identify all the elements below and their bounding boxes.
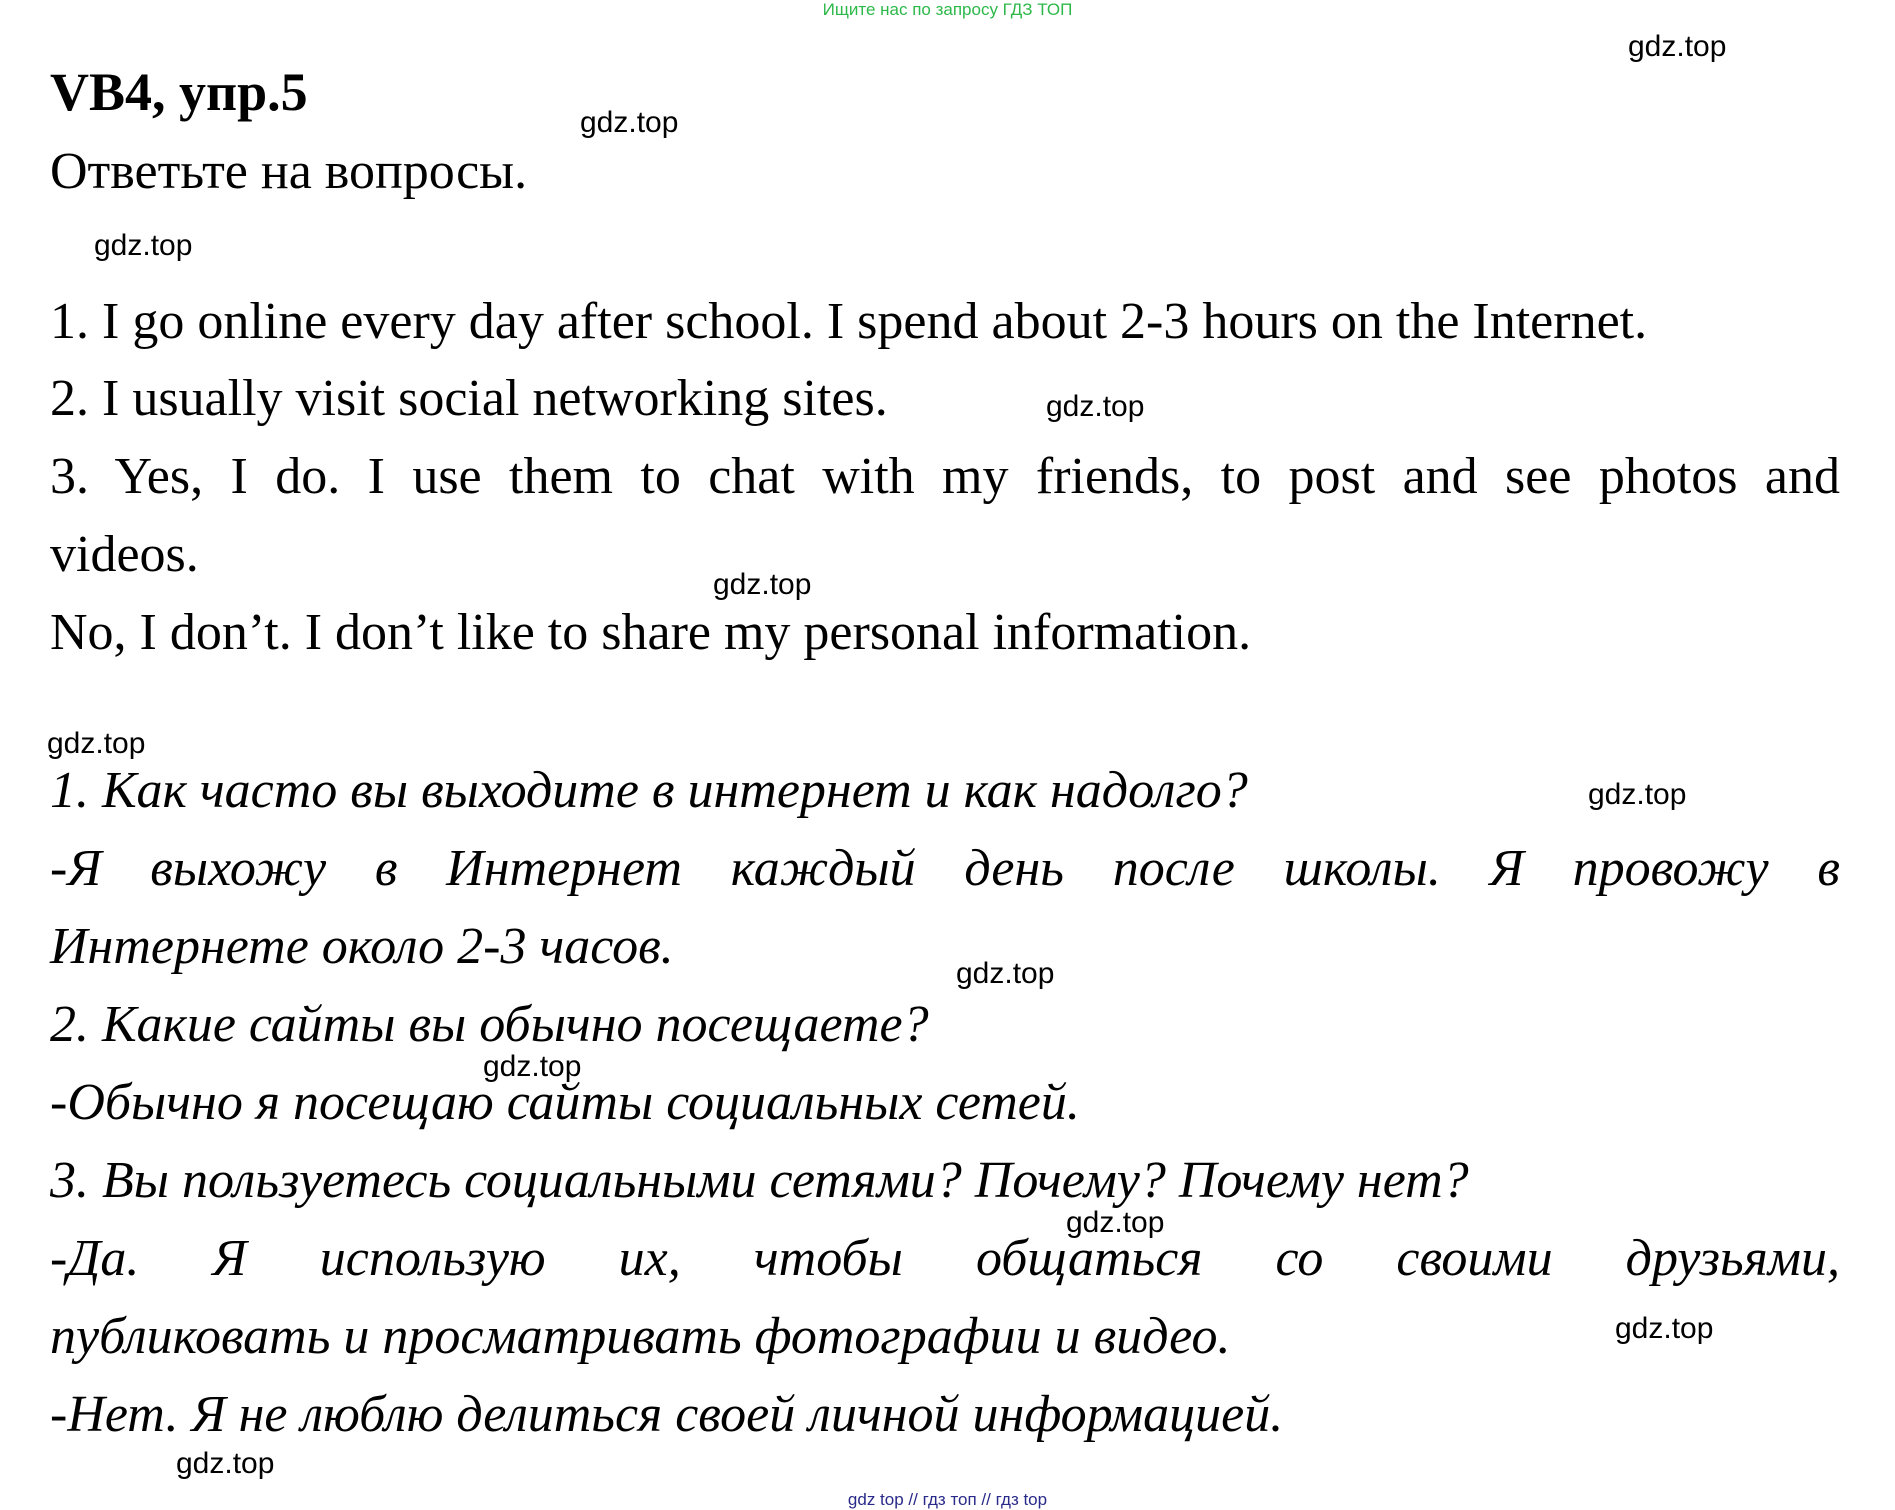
- footer-watermark: gdz top // гдз топ // гдз top: [847, 1490, 1048, 1509]
- page-title: VB4, упр.5: [50, 62, 308, 122]
- answer-line-1: 1. I go online every day after school. I spend about 2-3 hours on the Internet.: [50, 293, 1648, 350]
- answer-line-5: No, I don’t. I don’t like to share my personal information.: [50, 604, 1252, 661]
- instruction: Ответьте на вопросы.: [50, 143, 528, 200]
- answer-line-2: 2. I usually visit social networking sites.: [50, 370, 888, 427]
- question-2: 2. Какие сайты вы обычно посещаете?: [50, 996, 929, 1053]
- watermark: gdz.top: [1066, 1206, 1165, 1239]
- answer-3-line-1: -Да. Я использую их, чтобы общаться со своими друзьями,: [50, 1230, 1840, 1287]
- question-3: 3. Вы пользуетесь социальными сетями? Почему? Почему нет?: [50, 1152, 1469, 1209]
- answer-1-line-1: -Я выхожу в Интернет каждый день после школы. Я провожу в: [50, 840, 1840, 897]
- watermark: gdz.top: [1615, 1312, 1714, 1345]
- watermark: gdz.top: [1628, 30, 1727, 63]
- answer-line-3: 3. Yes, I do. I use them to chat with my friends, to post and see photos and: [50, 448, 1840, 505]
- question-1: 1. Как часто вы выходите в интернет и как надолго?: [50, 762, 1248, 819]
- watermark: gdz.top: [176, 1447, 275, 1480]
- answer-2: -Обычно я посещаю сайты социальных сетей.: [50, 1074, 1080, 1131]
- top-banner: Ищите нас по запросу ГДЗ ТОП: [822, 0, 1073, 19]
- answer-1-line-2: Интернете около 2-3 часов.: [50, 918, 674, 975]
- answer-line-4: videos.: [50, 526, 199, 583]
- watermark: gdz.top: [580, 106, 679, 139]
- watermark: gdz.top: [1046, 390, 1145, 423]
- watermark: gdz.top: [956, 957, 1055, 990]
- answer-3-line-2: публиковать и просматривать фотографии и видео.: [50, 1308, 1231, 1365]
- answer-3-line-3: -Нет. Я не люблю делиться своей личной информацией.: [50, 1386, 1284, 1443]
- watermark: gdz.top: [47, 727, 146, 760]
- watermark: gdz.top: [483, 1050, 582, 1083]
- watermark: gdz.top: [94, 229, 193, 262]
- watermark: gdz.top: [713, 568, 812, 601]
- watermark: gdz.top: [1588, 778, 1687, 811]
